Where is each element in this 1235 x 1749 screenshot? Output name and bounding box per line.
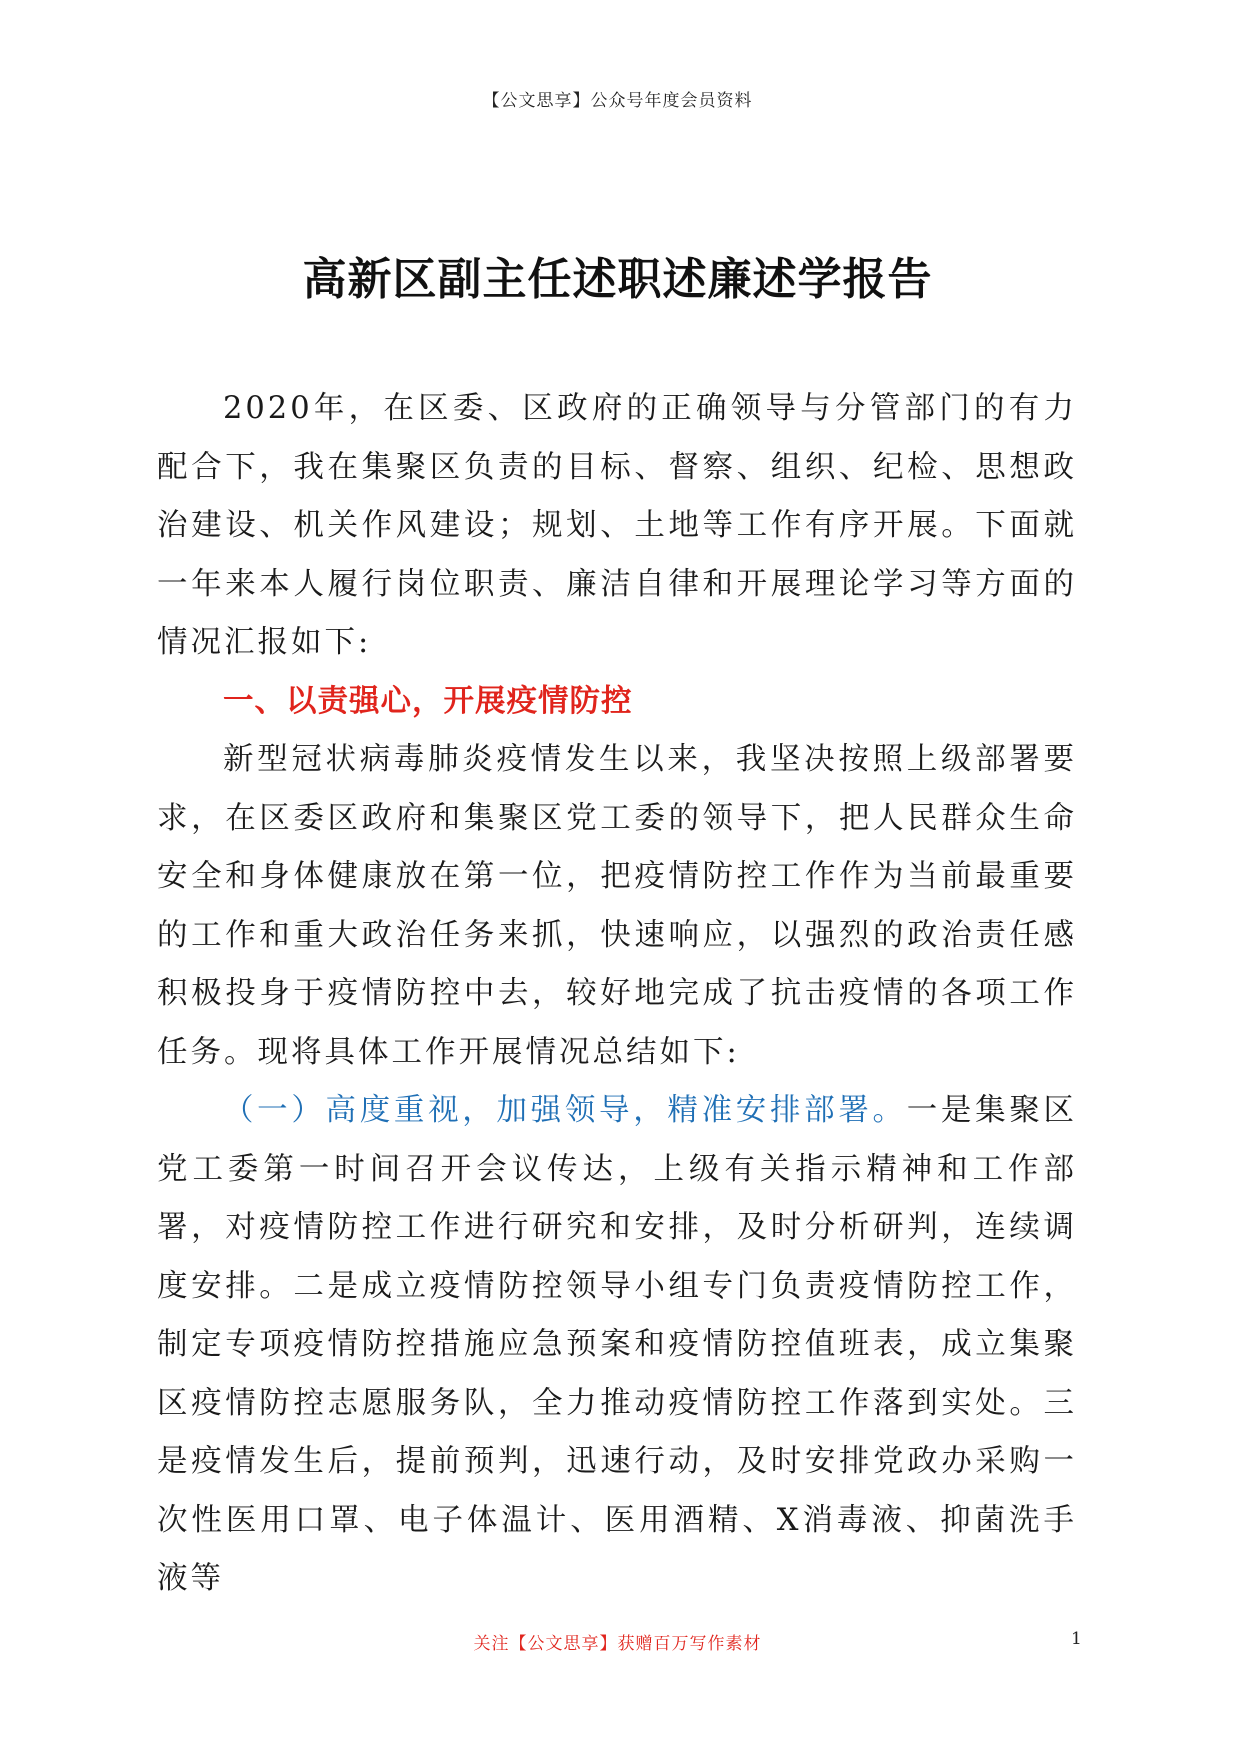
intro-paragraph: 2020年，在区委、区政府的正确领导与分管部门的有力配合下，我在集聚区负责的目标、督察、组织、纪检、思想政治建设、机关作风建设；规划、土地等工作有序开展。下面就一年来本人履行岗位职责、廉洁自律和开展理论学习等方面的情况汇报如下: xyxy=(157,391,1077,660)
document-title: 高新区副主任述职述廉述学报告 xyxy=(302,254,933,305)
header-note: 【公文思享】公众号年度会员资料 xyxy=(482,91,753,111)
section-heading: 一、以责强心，开展疫情防控 xyxy=(223,683,633,719)
section-paragraph: 新型冠状病毒肺炎疫情发生以来，我坚决按照上级部署要求，在区委区政府和集聚区党工委的领导下，把人民群众生命安全和身体健康放在第一位，把疫情防控工作作为当前最重要的工作和重大政治任务来抓，快速响应，以强烈的政治责任感积极投身于疫情防控中去，较好地完成了抗击疫情的各项工作任务。现将具体工作开展情况总结如下: xyxy=(157,742,1077,1070)
subsection-text: 一是集聚区党工委第一时间召开会议传达，上级有关指示精神和工作部署，对疫情防控工作进行研究和安排，及时分析研判，连续调度安排。二是成立疫情防控领导小组专门负责疫情防控工作，制定专项疫情防控措施应急预案和疫情防控值班表，成立集聚区疫情防控志愿服务队，全力推动疫情防控工作落到实处。三是疫情发生后，提前预判，迅速行动，及时安排党政办采购一次性医用口罩、电子体温计、医用酒精、X消毒液、抑菌洗手液等 xyxy=(157,1093,1077,1596)
subsection-heading: （一）高度重视，加强领导，精准安排部署。 xyxy=(223,1093,907,1128)
footer-promo: 关注【公文思享】获赠百万写作素材 xyxy=(473,1634,762,1654)
document-body xyxy=(157,380,1077,1609)
subsection-paragraph xyxy=(157,1082,1077,1609)
page-number: 1 xyxy=(1071,1629,1082,1649)
